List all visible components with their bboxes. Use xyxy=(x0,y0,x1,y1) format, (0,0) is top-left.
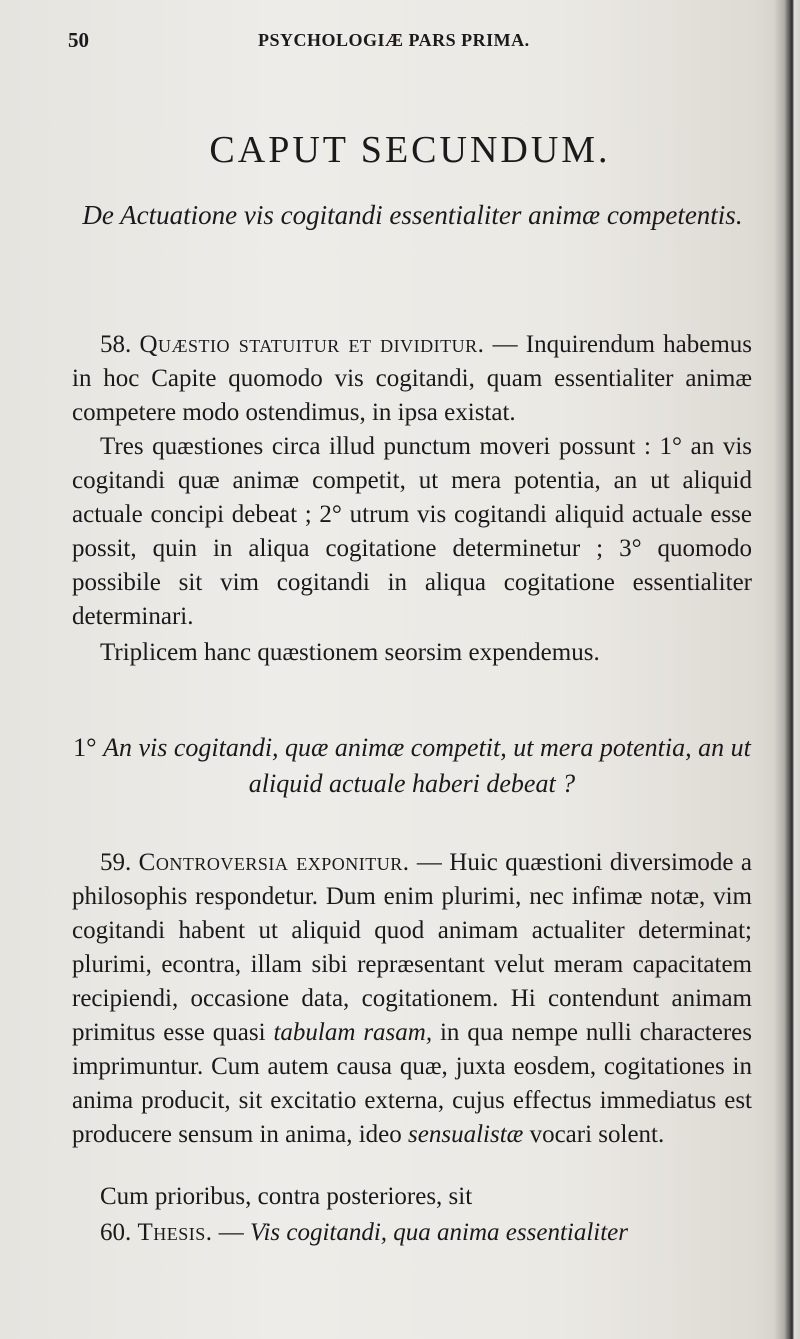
paragraph-60 xyxy=(72,1216,752,1250)
page-header xyxy=(68,28,768,58)
section-heading: Quæstio statuitur et dividitur. xyxy=(139,331,485,358)
question-text: An vis cogitandi, quæ animæ competit, ut mera potentia, an ut aliquid actuale haberi debeat ? xyxy=(103,733,751,798)
chapter-subtitle: De Actuatione vis cogitandi essentialiter animæ competentis. xyxy=(82,200,743,230)
section-number: 59. xyxy=(100,849,132,876)
section-heading: Controversia exponitur. xyxy=(138,849,410,876)
section-number: 60. xyxy=(100,1219,132,1246)
section-number: 58. xyxy=(100,331,132,358)
paragraph-58 xyxy=(72,328,752,430)
paragraph-text: in qua nempe nulli characteres imprimuntur. Cum autem causa quæ, juxta eosdem, cogitationes in anima producit, sit excitatio externa, cujus effectus immediatus est producere sensum in anima, ideo xyxy=(72,1019,753,1148)
paragraph-triplicem: Triplicem hanc quæstionem seorsim expendemus. xyxy=(100,639,600,666)
italic-term: tabulam rasam, xyxy=(273,1019,433,1046)
question-number: 1° xyxy=(73,733,97,762)
question-heading xyxy=(72,730,752,802)
italic-term: sensualistæ xyxy=(408,1121,524,1148)
paragraph-text: Huic quæstioni diversimode a philosophis respondetur. Dum enim plurimi, nec infimæ notæ, vim cogitandi habent ut aliquid quod animam actualiter determinat; plurimi, econtra, illam sibi repræsentant velut meram capacitatem recipiendi, occasione data, cogitationem. Hi contendunt animam primitus esse quasi xyxy=(72,849,753,1046)
running-head: PSYCHOLOGIÆ PARS PRIMA. xyxy=(258,30,530,50)
paragraph-text: Inquirendum habemus in hoc Capite quomodo vis cogitandi, quam essentialiter animæ competere modo ostendimus, in ipsa existat. xyxy=(72,331,753,426)
paragraph-cum: Cum prioribus, contra posteriores, sit xyxy=(100,1183,473,1210)
paragraph-tres: Tres quæstiones circa illud punctum moveri possunt : 1° an vis cogitandi quæ animæ competit, ut mera potentia, an ut aliquid actuale concipi debeat ; 2° utrum vis cogitandi aliquid actuale esse possit, quin in aliqua cogitatione determinetur ; 3° quomodo possibile sit vim cogitandi in aliqua cogitatione essentialiter determinari. xyxy=(72,433,752,630)
book-gutter xyxy=(774,0,800,1339)
chapter-title: CAPUT SECUNDUM. xyxy=(209,129,611,171)
heading-dash: — xyxy=(218,1219,244,1246)
heading-dash: — xyxy=(416,849,442,876)
paragraph-text: vocari solent. xyxy=(529,1121,665,1148)
section-heading: Thesis. xyxy=(137,1219,213,1246)
page-number: 50 xyxy=(68,28,89,52)
paragraph-text: Vis cogitandi, qua anima essentialiter xyxy=(250,1219,629,1246)
heading-dash: — xyxy=(492,331,518,358)
paragraph-59 xyxy=(72,846,752,1152)
